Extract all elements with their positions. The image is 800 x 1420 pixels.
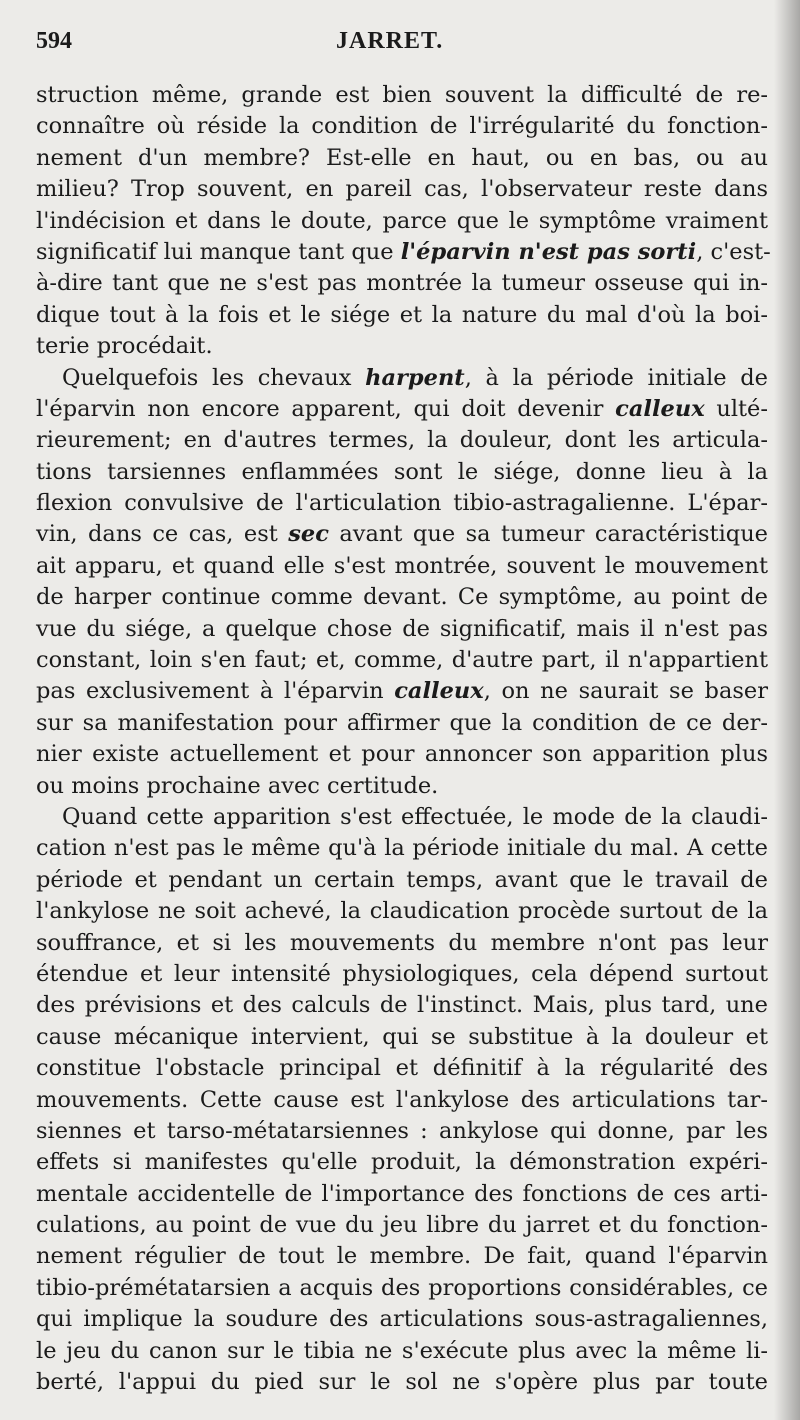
text-line: le jeu du canon sur le tibia ne s'exécute plus avec la même li-	[36, 1337, 768, 1364]
text-line: mouvements. Cette cause est l'ankylose des articulations tar-	[36, 1086, 768, 1113]
text-line: terie procédait.	[36, 333, 213, 360]
text-line: constant, loin s'en faut; et, comme, d'autre part, il n'appartient	[36, 647, 768, 674]
paragraph	[36, 80, 771, 363]
text-line: tions tarsiennes enflammées sont le siége, donne lieu à la	[36, 458, 768, 485]
text-line: constitue l'obstacle principal et définitif à la régularité des	[36, 1055, 768, 1082]
running-title: JARRET.	[336, 28, 444, 54]
text-line: cause mécanique intervient, qui se substitue à la douleur et	[36, 1023, 768, 1050]
text-line: vue du siége, a quelque chose de significatif, mais il n'est pas	[36, 615, 768, 642]
text-line: pas exclusivement à l'éparvin calleux, on ne saurait se baser	[36, 678, 768, 705]
paragraph	[36, 802, 768, 1398]
text-line: flexion convulsive de l'articulation tibio-astragalienne. L'épar-	[36, 490, 768, 517]
page-number: 594	[36, 28, 72, 54]
text-line: culations, au point de vue du jeu libre du jarret et du fonction-	[36, 1212, 768, 1239]
text-line: nier existe actuellement et pour annoncer son apparition plus	[36, 741, 768, 768]
text-line: Quand cette apparition s'est effectuée, le mode de la claudi-	[62, 803, 768, 830]
text-line: de harper continue comme devant. Ce symptôme, au point de	[36, 584, 768, 611]
text-line: ait apparu, et quand elle s'est montrée, souvent le mouvement	[36, 552, 768, 579]
text-line: mentale accidentelle de l'importance des fonctions de ces arti-	[36, 1180, 768, 1207]
text-line: connaître où réside la condition de l'irrégularité du fonction-	[36, 113, 768, 140]
text-line: sur sa manifestation pour affirmer que la condition de ce der-	[36, 709, 768, 736]
text-line: milieu? Trop souvent, en pareil cas, l'observateur reste dans	[36, 176, 768, 203]
text-line: qui implique la soudure des articulations sous-astragaliennes,	[36, 1306, 768, 1333]
paragraph	[36, 363, 768, 802]
text-line: significatif lui manque tant que l'éparvin n'est pas sorti, c'est-	[36, 238, 771, 265]
text-line: Quelquefois les chevaux harpent, à la période initiale de	[62, 364, 768, 391]
text-line: nement d'un membre? Est-elle en haut, ou en bas, ou au	[36, 144, 768, 171]
text-line: tibio-prémétatarsien a acquis des proportions considérables, ce	[36, 1274, 768, 1301]
text-line: dique tout à la fois et le siége et la nature du mal d'où la boi-	[36, 301, 768, 328]
text-line: siennes et tarso-métatarsiennes : ankylose qui donne, par les	[36, 1117, 768, 1144]
text-line: souffrance, et si les mouvements du membre n'ont pas leur	[36, 929, 768, 956]
text-line: berté, l'appui du pied sur le sol ne s'opère plus par toute	[36, 1369, 768, 1396]
text-line: à-dire tant que ne s'est pas montrée la tumeur osseuse qui in-	[36, 270, 768, 297]
text-line: cation n'est pas le même qu'à la période initiale du mal. A cette	[36, 835, 768, 862]
text-line: effets si manifestes qu'elle produit, la démonstration expéri-	[36, 1149, 768, 1176]
text-line: étendue et leur intensité physiologiques, cela dépend surtout	[36, 960, 768, 987]
text-line: ou moins prochaine avec certitude.	[36, 772, 439, 799]
text-line: des prévisions et des calculs de l'instinct. Mais, plus tard, une	[36, 992, 768, 1019]
text-line: struction même, grande est bien souvent la difficulté de re-	[36, 82, 768, 108]
text-line: l'éparvin non encore apparent, qui doit devenir calleux ulté-	[36, 395, 768, 422]
text-line: période et pendant un certain temps, avant que le travail de	[36, 866, 768, 893]
text-line: vin, dans ce cas, est sec avant que sa tumeur caractéristique	[36, 521, 768, 548]
text-line: l'indécision et dans le doute, parce que le symptôme vraiment	[36, 207, 768, 234]
text-line: nement régulier de tout le membre. De fait, quand l'éparvin	[36, 1243, 768, 1270]
body-text	[36, 80, 771, 1398]
page-header	[36, 28, 760, 62]
text-line: l'ankylose ne soit achevé, la claudication procède surtout de la	[36, 898, 768, 925]
text-line: rieurement; en d'autres termes, la douleur, dont les articula-	[36, 427, 768, 454]
